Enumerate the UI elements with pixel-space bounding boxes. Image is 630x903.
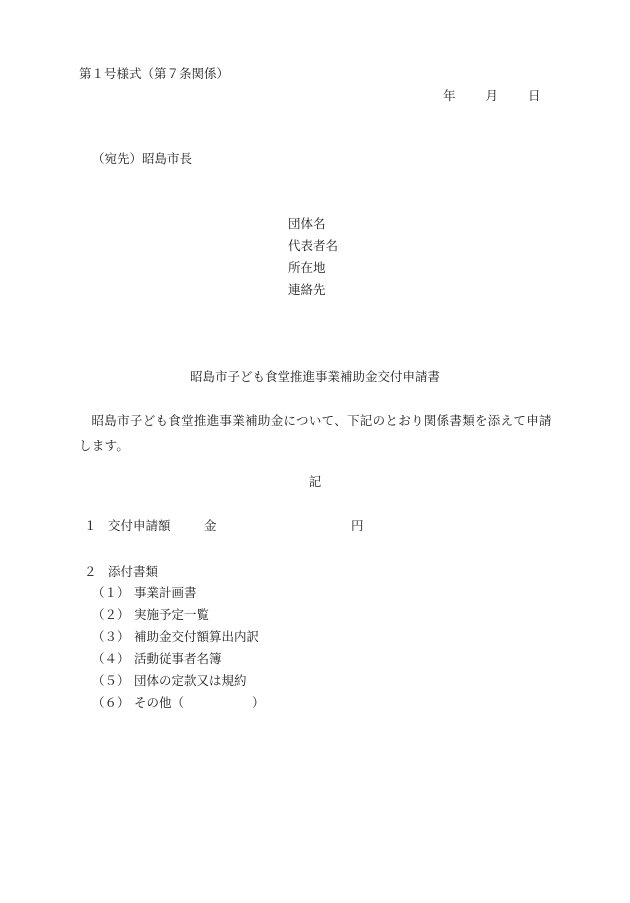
- item1-number: １: [84, 518, 97, 533]
- attachment-number: （６）: [92, 695, 130, 710]
- date-year: 年: [443, 88, 456, 103]
- attachment-text: 実施予定一覧: [134, 607, 210, 622]
- applicant-field-address: 所在地: [288, 260, 326, 275]
- attachment-number: （４）: [92, 651, 130, 666]
- attachment-number: （５）: [92, 673, 130, 688]
- item1-label: 交付申請額: [108, 518, 171, 533]
- attachment-text: 事業計画書: [134, 585, 197, 600]
- attachment-item: [92, 697, 265, 710]
- item2-label: 添付書類: [108, 564, 159, 579]
- ki-heading: 記: [308, 474, 322, 489]
- document-title: 昭島市子ども食堂推進事業補助金交付申請書: [189, 369, 440, 384]
- applicant-field-representative: 代表者名: [288, 238, 339, 253]
- item2-number: ２: [84, 564, 97, 579]
- attachment-number: （１）: [92, 585, 130, 600]
- attachment-other-close: ）: [252, 695, 265, 710]
- form-number: 第１号様式（第７条関係）: [79, 66, 230, 81]
- attachment-other-open: その他（: [134, 695, 185, 710]
- attachment-item: [92, 675, 247, 688]
- item-application-amount: [84, 520, 364, 533]
- date-day: 日: [528, 88, 541, 103]
- attachment-item: [92, 587, 197, 600]
- attachment-text: 活動従事者名簿: [134, 651, 222, 666]
- attachment-item: [92, 609, 209, 622]
- attachment-number: （３）: [92, 629, 130, 644]
- item-attachments: [84, 566, 158, 579]
- item1-unit: 円: [351, 518, 364, 533]
- attachment-number: （２）: [92, 607, 130, 622]
- attachment-text: 団体の定款又は規約: [134, 673, 247, 688]
- applicant-field-contact: 連絡先: [288, 282, 326, 297]
- date-month: 月: [485, 88, 499, 103]
- attachment-item: [92, 653, 222, 666]
- body-text: 昭島市子ども食堂推進事業補助金について、下記のとおり関係書類を添えて申請します。: [79, 413, 552, 453]
- applicant-field-organization: 団体名: [288, 216, 326, 231]
- addressee: （宛先）昭島市長: [92, 151, 193, 166]
- date-line: [443, 90, 541, 103]
- attachment-item: [92, 631, 259, 644]
- attachment-text: 補助金交付額算出内訳: [134, 629, 260, 644]
- item1-currency: 金: [204, 518, 217, 533]
